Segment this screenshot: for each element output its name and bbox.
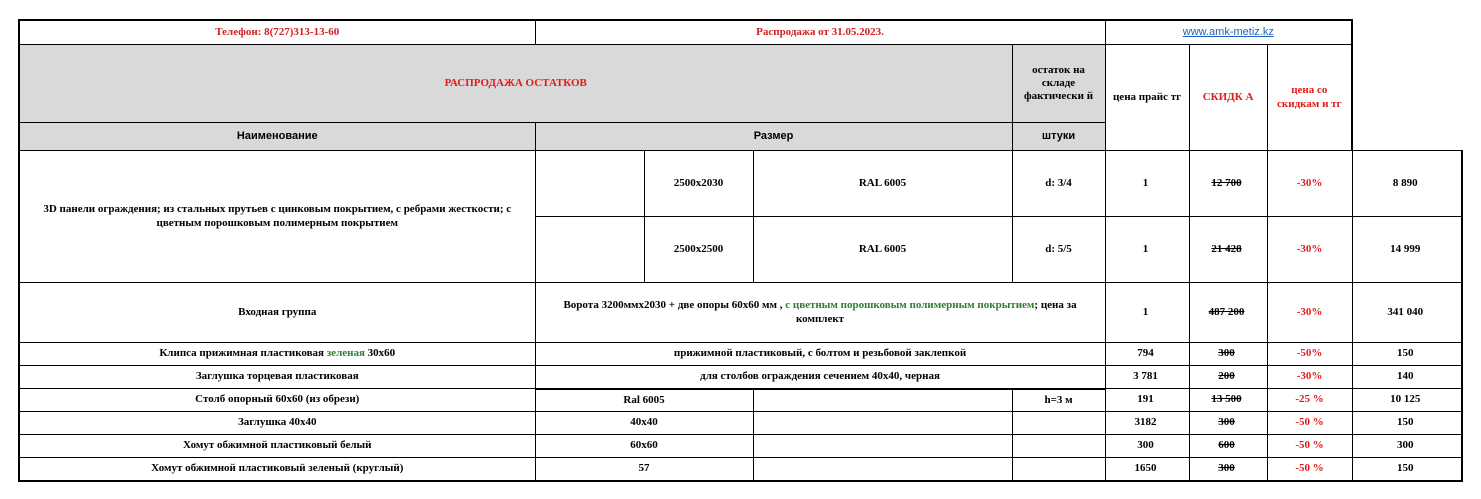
phone-number: Телефон: 8(727)313-13-60 [19,20,535,45]
clamp-white-name: Хомут обжимной пластиковый белый [19,435,535,458]
gate-price: 487 200 [1189,283,1267,343]
sale-date: Распродажа от 31.05.2023. [535,20,1105,45]
post-extra [753,389,1012,412]
cap40-final-price: 150 [1352,412,1462,435]
clip-qty: 794 [1105,343,1189,366]
gate-description-coating: с цветным порошковым полимерным покрытием [785,299,1035,312]
clip-name-part: Клипса прижимная пластиковая [159,347,327,360]
table-row [19,389,1462,412]
endcap-name: Заглушка торцевая пластиковая [19,366,535,389]
panels-size: 2500x2030 [644,151,753,217]
cap40-discount: -50 % [1267,412,1352,435]
gate-name: Входная группа [19,283,535,343]
price-sheet [18,19,1463,482]
panels-color: RAL 6005 [753,217,1012,283]
clamp-green-discount: -50 % [1267,458,1352,481]
endcap-description: для столбов ограждения сечением 40х40, черная [535,366,1105,389]
panels-size: 2500x2500 [644,217,753,283]
clamp-white-size: 60х60 [535,435,753,458]
clamp-white-discount: -50 % [1267,435,1352,458]
cap40-extra [753,412,1012,435]
post-name: Столб опорный 60х60 (из обрези) [19,389,535,412]
gate-description-part: ; цена за комплект [795,299,1077,325]
clip-price: 300 [1189,343,1267,366]
panels-final-price: 14 999 [1352,217,1462,283]
panels-name: 3D панели ограждения; из стальных прутьев с цинковым покрытием, с ребрами жесткости; с цветным порошковым полимерным покрытием [19,151,535,283]
cap40-size: 40х40 [535,412,753,435]
website-link-text[interactable]: www.amk-metiz.kz [1182,25,1274,38]
panels-color: RAL 6005 [753,151,1012,217]
panels-size-blank [535,151,644,217]
endcap-price: 200 [1189,366,1267,389]
table-row [19,151,1462,217]
clip-description: прижимной пластиковый, с болтом и резьбовой заклепкой [535,343,1105,366]
clamp-green-price: 300 [1189,458,1267,481]
table-row [19,366,1462,389]
clamp-white-extra [753,435,1012,458]
discounted-price-column-header: цена со скидкам и тг [1267,45,1352,151]
post-price: 13 500 [1189,389,1267,412]
post-discount: -25 % [1267,389,1352,412]
cap40-qty: 3182 [1105,412,1189,435]
clamp-green-qty: 1650 [1105,458,1189,481]
endcap-discount: -30% [1267,366,1352,389]
gate-final-price: 341 040 [1352,283,1462,343]
panels-diameter: d: 5/5 [1012,217,1105,283]
clip-final-price: 150 [1352,343,1462,366]
cap40-extra [1012,412,1105,435]
table-row [19,283,1462,343]
panels-price: 12 700 [1189,151,1267,217]
clamp-white-qty: 300 [1105,435,1189,458]
endcap-final-price: 140 [1352,366,1462,389]
clamp-green-name: Хомут обжимной пластиковый зеленый (круглый) [19,458,535,481]
post-final-price: 10 125 [1352,389,1462,412]
table-row [19,412,1462,435]
panels-discount: -30% [1267,217,1352,283]
clip-name-part: 30х60 [364,347,396,360]
table-row [19,435,1462,458]
clamp-white-price: 600 [1189,435,1267,458]
post-qty: 191 [1105,389,1189,412]
clip-name [19,343,535,366]
post-color: Ral 6005 [535,389,753,412]
clip-name-color: зеленая [326,347,365,360]
price-column-header: цена прайс тг [1105,45,1189,151]
table-row [19,458,1462,481]
panels-price: 21 428 [1189,217,1267,283]
size-column-header: Размер [535,123,1012,151]
panels-discount: -30% [1267,151,1352,217]
panels-qty: 1 [1105,151,1189,217]
post-height: h=3 м [1012,389,1105,412]
clamp-white-extra [1012,435,1105,458]
clip-discount: -50% [1267,343,1352,366]
panels-diameter: d: 3/4 [1012,151,1105,217]
gate-description-part: Ворота 3200ммх2030 + две опоры 60х60 мм , [563,299,786,312]
clamp-green-size: 57 [535,458,753,481]
gate-qty: 1 [1105,283,1189,343]
stock-column-header: остаток на складе фактически й [1012,45,1105,123]
endcap-qty: 3 781 [1105,366,1189,389]
panels-final-price: 8 890 [1352,151,1462,217]
website-link[interactable] [1105,20,1352,45]
table-row [19,343,1462,366]
gate-description [535,283,1105,343]
cap40-price: 300 [1189,412,1267,435]
page-title: РАСПРОДАЖА ОСТАТКОВ [19,45,1012,123]
panels-qty: 1 [1105,217,1189,283]
cap40-name: Заглушка 40х40 [19,412,535,435]
clamp-green-extra [753,458,1012,481]
gate-discount: -30% [1267,283,1352,343]
units-column-header: штуки [1012,123,1105,151]
discount-column-header: СКИДК А [1189,45,1267,151]
name-column-header: Наименование [19,123,535,151]
clamp-green-final-price: 150 [1352,458,1462,481]
clamp-green-extra [1012,458,1105,481]
clamp-white-final-price: 300 [1352,435,1462,458]
panels-size-blank [535,217,644,283]
